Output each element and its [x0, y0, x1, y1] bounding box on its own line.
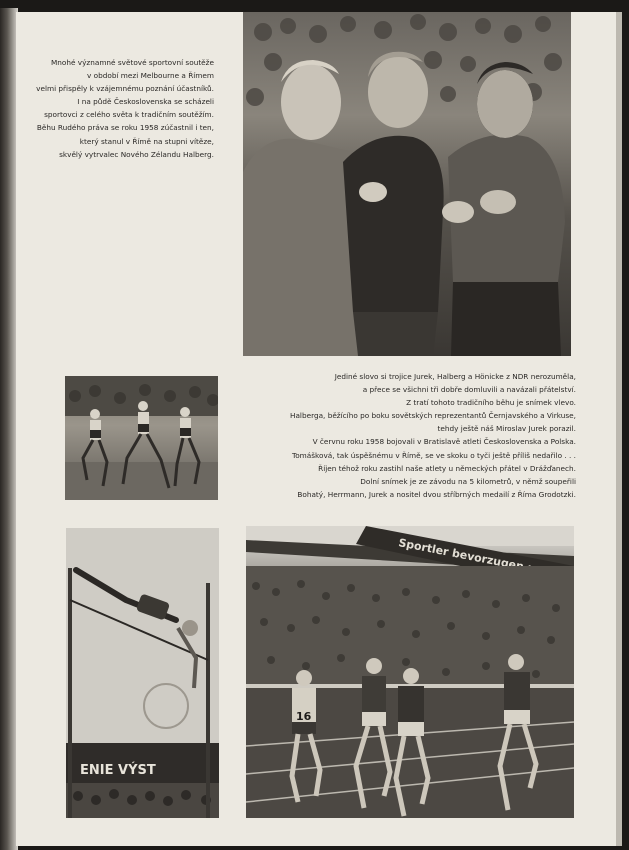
caption-line: který stanul v Římě na stupni vítěze,: [79, 136, 214, 146]
caption-line: Halberga, běžícího po boku sovětských reprezentantů Černjavského a Virkuse,: [289, 411, 576, 421]
caption-line: V červnu roku 1958 bojovali v Bratislavě atleti Československa a Polska.: [312, 437, 576, 447]
race-bib-number: 16: [296, 710, 312, 723]
caption-line: Dolní snímek je ze závodu na 5 kilometrů, v němž soupeřili: [360, 476, 576, 486]
caption-line: Běhu Rudého práva se roku 1958 zúčastnil i ten,: [36, 123, 214, 133]
caption-line: Říjen téhož roku zastihl naše atlety u německých přátel v Drážďanech.: [318, 463, 576, 473]
caption-line: velmi přispěly k vzájemnému poznání účastníků.: [36, 84, 214, 94]
caption-line: Z tratí tohoto tradičního běhu je snímek vlevo.: [406, 398, 576, 408]
caption-line: Bohatý, Herrmann, Jurek a nositel dvou stříbrných medailí z Říma Grodotzki.: [297, 489, 576, 499]
photo-runners-road-race: [65, 376, 218, 500]
photo-stadium-track-race: [246, 526, 574, 818]
caption-line: Mnohé významné světové sportovní soutěže: [50, 58, 214, 67]
photo-three-athletes-handshake: [243, 12, 571, 356]
stadium-sign-text: ENIE VÝST: [80, 763, 156, 778]
caption-line: v období mezi Melbourne a Římem: [86, 71, 214, 81]
caption-line: Tomášková, tak úspěšnému v Římě, se ve skoku o tyči ještě příliš nedařilo . . .: [292, 450, 576, 460]
caption-line: sportovci z celého světa k tradičním soutěžím.: [44, 110, 214, 120]
caption-line: I na půdě Československa se scházeli: [77, 97, 214, 107]
page-edge: [616, 12, 622, 846]
caption-line: a přece se všichni tři dobře domluvili a navázali přátelství.: [362, 385, 576, 395]
caption-line: skvělý vytrvalec Nového Zélandu Halberg.: [59, 149, 214, 159]
caption-line: Jediné slovo si trojice Jurek, Halberg a Hönicke z NDR nerozuměla,: [334, 372, 576, 381]
caption-top: [30, 56, 214, 161]
caption-middle: [246, 370, 576, 501]
photo-pole-vault: [66, 528, 219, 818]
caption-line: tehdy ještě náš Miroslav Jurek porazil.: [437, 424, 576, 434]
